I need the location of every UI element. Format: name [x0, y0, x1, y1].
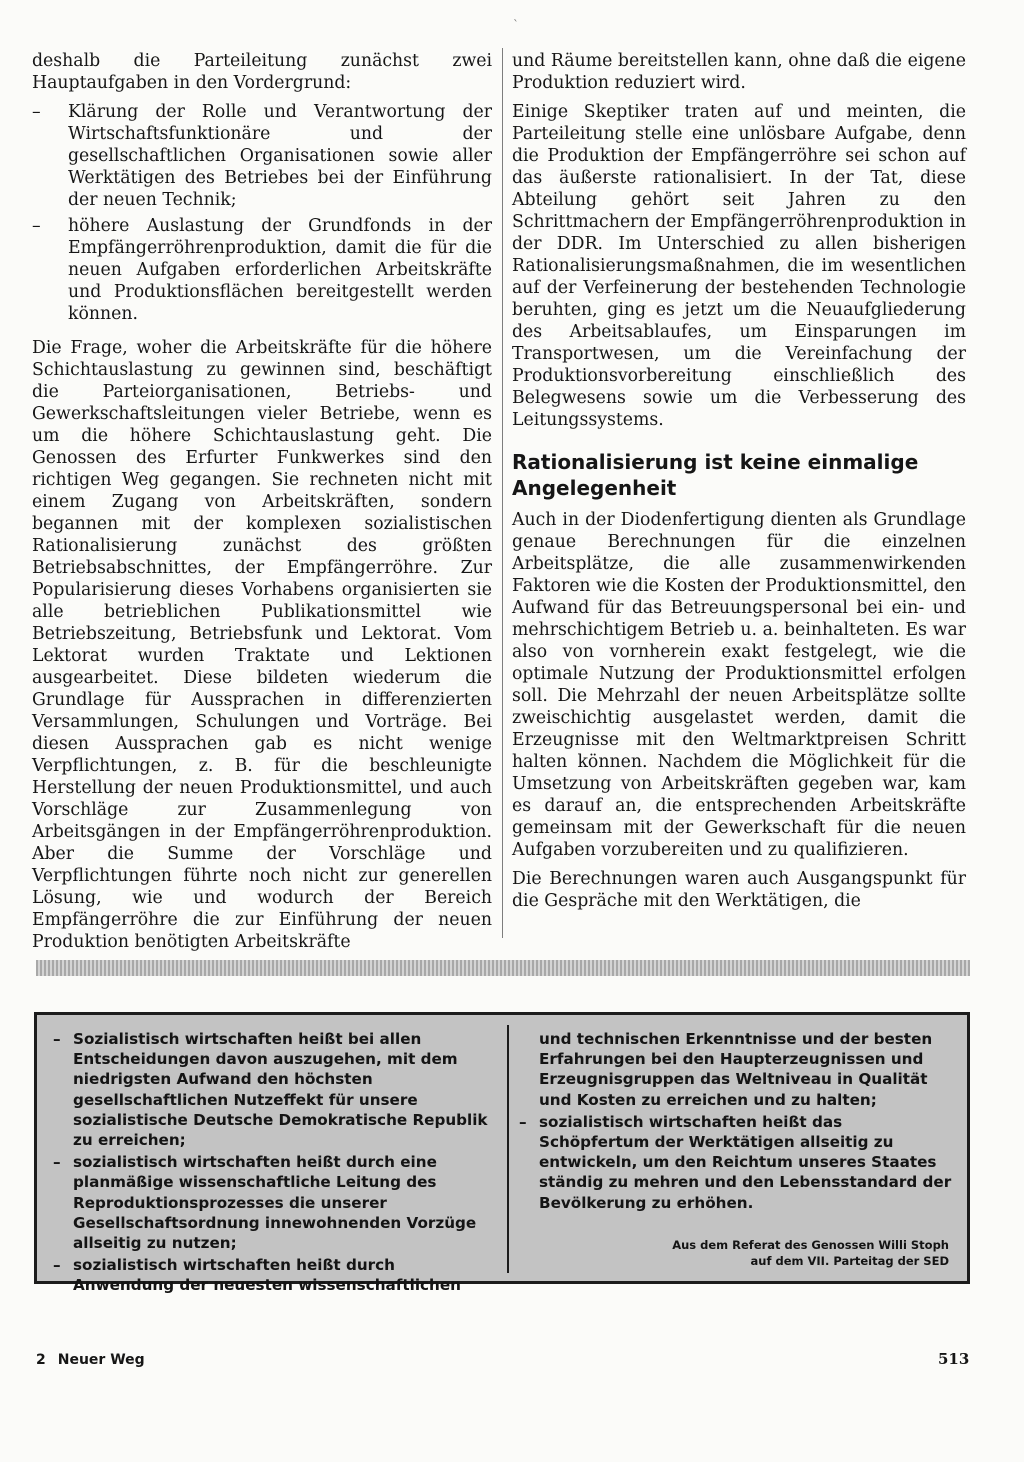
quote-box-left-column — [51, 1029, 499, 1298]
right-paragraph-2: Einige Skeptiker traten auf und meinten, die Parteileitung stelle eine unlösbare Aufgabe, denn die Produktion der Empfängerröhre sei schon auf das äußerste rationalisiert. In der Tat, diese Abteilung gehört seit Jahren zu den Schrittmachern der Empfängerröhrenproduktion in der DDR. Im Unterschied zu allen bisherigen Rationalisierungsmaßnahmen, die im wesentlichen auf der Verfeinerung der bestehenden Technologie beruhten, ging es jetzt um die Neuaufgliederung des Arbeitsablaufes, um Einsparungen im Transportwesen, um die Vereinfachung der Produktionsvorbereitung einschließlich des Belegwesens sowie um die Verbesserung des Leitungssystems. — [512, 102, 966, 430]
task-item-2: – höhere Auslastung der Grundfonds in der Empfängerröhrenproduktion, damit die für die neuen Aufgaben erforderlichen Arbeitskräfte und Produktionsflächen bereitgestellt werden können. — [32, 215, 492, 325]
attribution-line-2: auf dem VII. Parteitag der SED — [750, 1254, 949, 1268]
quote-attribution — [609, 1237, 949, 1269]
halftone-separator — [36, 960, 970, 976]
quote-list-left — [51, 1029, 499, 1296]
task-item-1: – Klärung der Rolle und Verantwortung der Wirtschaftsfunktionäre und der gesellschaftlichen Organisationen sowie aller Werktätigen des Betriebes bei der Einführung der neuen Technik; — [32, 101, 492, 211]
column-divider — [502, 48, 503, 938]
quote-box-right-column — [517, 1029, 953, 1215]
page-number: 513 — [938, 1350, 970, 1368]
right-paragraph-3: Auch in der Diodenfertigung dienten als Grundlage genaue Berechnungen für die einzelnen Arbeitsplätze, die alle zusammenwirkenden Faktoren wie die Kosten der Produktionsmittel, den Aufwand für das Betreuungspersonal bei ein- und mehrschichtigem Betrieb u. a. beinhalteten. Es war also von vornherein exakt festgelegt, wie die optimale Nutzung der Produktionsmittel erfolgen soll. Die Mehrzahl der neuen Arbeitsplätze sollte zweischichtig ausgelastet werden, damit die Erzeugnisse mit den Weltmarktpreisen Schritt halten können. Nachdem die Möglichkeit für die Umsetzung von Arbeitskräften gegeben war, kam es darauf an, die entsprechenden Arbeitskräfte gemeinsam mit der Gewerkschaft für die neuen Aufgaben vorzubereiten und zu qualifizieren. — [512, 510, 966, 860]
scan-mark: ` — [513, 18, 519, 32]
quote-item-1: – Sozialistisch wirtschaften heißt bei allen Entscheidungen davon auszugehen, mit dem niedrigsten Aufwand den höchsten gesellschaftlichen Nutzeffekt für unsere sozialistische Deutsche Demokratische Republik zu erreichen; — [51, 1029, 499, 1150]
task-list — [32, 101, 492, 325]
left-body-paragraph: Die Frage, woher die Arbeitskräfte für die höhere Schichtauslastung zu gewinnen sind, beschäftigt die Parteiorganisationen, Betriebs- und Gewerkschaftsleitungen vieler Betriebe, wenn es um die höhere Schichtauslastung geht. Die Genossen des Erfurter Funkwerkes sind den richtigen Weg gegangen. Sie rechneten nicht mit einem Zugang von Arbeitskräften, sondern begannen mit der komplexen sozialistischen Rationalisierung zunächst des größten Betriebsabschnittes, der Empfängerröhre. Zur Popularisierung dieses Vorhabens organisierten sie alle betrieblichen Publikationsmittel wie Betriebszeitung, Betriebsfunk und Lektorat. Vom Lektorat wurden Traktate und Lektionen ausgearbeitet. Diese bildeten wiederum die Grundlage für Aussprachen in differenzierten Versammlungen, Schulungen und Vorträge. Bei diesen Aussprachen gab es nicht wenige Verpflichtungen, z. B. für die beschleunigte Herstellung der neuen Produktionsmittel, und auch Vorschläge zur Zusammenlegung von Arbeitsgängen in der Empfängerröhrenproduktion. Aber die Summe der Vorschläge und Verpflichtungen führte noch nicht zur generellen Lösung, wie und wodurch der Bereich Empfängerröhre die zur Einführung der neuen Produktion benötigten Arbeitskräfte — [32, 338, 492, 952]
quote-item-2: – sozialistisch wirtschaften heißt durch eine planmäßige wissenschaftliche Leitung des Reproduktionsprozesses die unserer Gesellschaftsordnung innewohnenden Vorzüge allseitig zu nutzen; — [51, 1152, 499, 1253]
quote-box-divider — [507, 1025, 509, 1273]
footer-journal — [36, 1352, 157, 1368]
quote-item-4: – sozialistisch wirtschaften heißt das Schöpfertum der Werktätigen allseitig zu entwickeln, um den Reichtum unseres Staates ständig zu mehren und den Lebensstandard der Bevölkerung zu erhöhen. — [517, 1112, 953, 1213]
right-paragraph-4: Die Berechnungen waren auch Ausgangspunkt für die Gespräche mit den Werktätigen, die — [512, 869, 966, 911]
attribution-line-1: Aus dem Referat des Genossen Willi Stoph — [672, 1238, 949, 1252]
right-paragraph-1: und Räume bereitstellen kann, ohne daß die eigene Produktion reduziert wird. — [512, 51, 966, 93]
quote-box — [34, 1012, 970, 1295]
quote-item-3: – sozialistisch wirtschaften heißt durch Anwendung der neuesten wissenschaftlichen — [51, 1255, 499, 1295]
left-intro-paragraph: deshalb die Parteileitung zunächst zwei Hauptaufgaben in den Vordergrund: — [32, 51, 492, 93]
quote-list-right — [517, 1112, 953, 1213]
journal-name: Neuer Weg — [57, 1352, 145, 1368]
left-column — [32, 50, 492, 960]
section-heading: Rationalisierung ist keine einmalige Angelegenheit — [512, 450, 919, 500]
right-column — [512, 50, 966, 919]
issue-number: 2 — [36, 1352, 46, 1368]
quote-continuation: und technischen Erkenntnisse und der besten Erfahrungen bei den Haupterzeugnissen und Erzeugnisgruppen das Weltniveau in Qualität und Kosten zu erreichen und zu halten; — [539, 1030, 933, 1109]
